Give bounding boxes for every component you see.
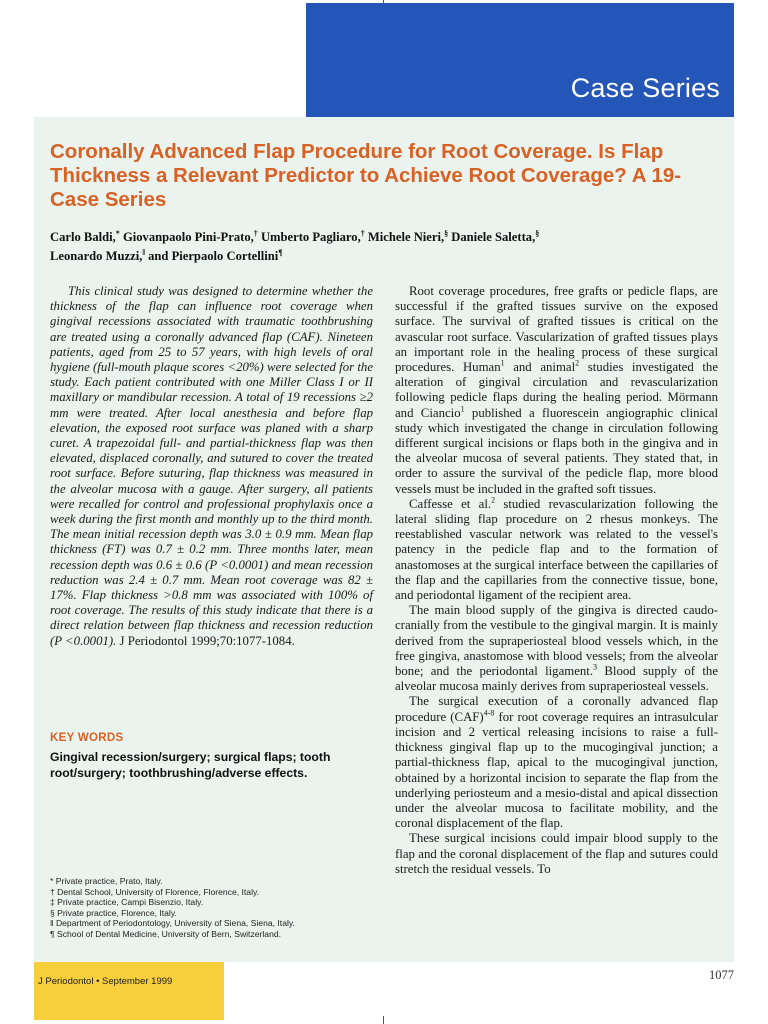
keywords-heading: KEY WORDS — [50, 732, 124, 744]
reference-mark: 4-8 — [483, 708, 495, 718]
author-name: Michele Nieri, — [367, 230, 445, 245]
author-name: Leonardo Muzzi, — [50, 249, 143, 264]
abstract — [50, 284, 373, 649]
body-text: Caffesse et al. — [409, 496, 492, 511]
author-list — [50, 226, 730, 264]
crop-mark-bottom — [383, 1016, 384, 1024]
body-paragraph — [395, 831, 718, 877]
footer-box — [34, 962, 224, 1020]
body-text: published a fluorescein angiographic clinical study which investigated the change in circulation following different surgical incisions or flaps both in the gingiva and in the alveolar mucosa of several patients. They stated that, in order to assure the survival of the pedicle flap, more blood vessels must be included in the grafted soft tissues. — [395, 405, 718, 496]
keywords: Gingival recession/surgery; surgical flaps; tooth root/surgery; toothbrushing/adverse effects. — [50, 750, 331, 780]
author-name: and Pierpaolo Cortellini — [148, 249, 279, 264]
body-text: The main blood supply of the gingiva is directed caudo-cranially from the vestibule to the gingival margin. It is mainly derived from the supraperiosteal blood vessels which, in the free gingiva, anastomose with blood vessels; from the alveolar bone; and the periodontal ligament. — [395, 603, 718, 679]
body-text: The surgical execution of a coronally advanced flap procedure (CAF) — [395, 694, 718, 724]
abstract-text: This clinical study was designed to determine whether the thickness of the flap can influence root coverage when gingival recessions associated with traumatic toothbrushing are treated using a coronally advanced flap (CAF). Nineteen patients, aged from 25 to 57 years, with high levels of oral hygiene (full-mouth plaque scores <20%) were selected for the study. Each patient contributed with one Miller Class I or II maxillary or mandibular recession. A total of 19 recessions ≥2 mm were treated. After local anesthesia and before flap elevation, the exposed root surface was planed with a sharp curet. A trapezoidal full- and partial-thickness flap was then elevated, displaced coronally, and sutured to cover the treated root surface. Before suturing, flap thickness was measured in the alveolar mucosa with a gauge. After surgery, all patients were recalled for control and professional prophylaxis once a week during the first month and monthly up to the third month. The mean initial recession depth was 3.0 ± 0.9 mm. Mean flap thickness (FT) was 0.7 ± 0.2 mm. Three months later, mean recession depth was 0.6 ± 0.6 (P <0.0001) and mean recession reduction was 2.4 ± 0.7 mm. Mean root coverage was 82 ± 17%. Flap thickness >0.8 mm was associated with 100% of root coverage. The results of this study indicate that there is a direct relation between flap thickness and recession reduction (P <0.0001). — [50, 284, 373, 648]
affiliation-item: † Dental School, University of Florence, Florence, Italy. — [50, 886, 260, 897]
reference-mark: 1 — [500, 358, 505, 368]
author-mark: † — [360, 229, 365, 238]
section-header-band — [306, 3, 734, 117]
affiliation-item: § Private practice, Florence, Italy. — [50, 907, 177, 918]
body-paragraph — [395, 603, 718, 694]
citation: J Periodontol 1999;70:1077-1084. — [119, 633, 295, 648]
reference-mark: 1 — [460, 404, 465, 414]
affiliation-item: ¶ School of Dental Medicine, University of Bern, Switzerland. — [50, 928, 282, 939]
section-label: Case Series — [570, 73, 720, 103]
body-text: These surgical incisions could impair blood supply to the flap and the coronal displacement of the flap and sutures could stretch the residual vessels. To — [395, 831, 718, 876]
author-mark: * — [115, 229, 120, 238]
body-text: for root coverage requires an intrasulcular incision and 2 vertical releasing incisions to raise a full-thickness gingival flap up to the mucogingival junction; a partial-thickness flap, apical to the mucogingival junction, obtained by a horizontal incision to separate the flap from the underlying periosteum and a mesio-distal and apical dissection under the alveolar mucosa to facilitate mobility, and the coronal displacement of the flap. — [395, 709, 718, 831]
author-name: Umberto Pagliaro, — [260, 230, 361, 245]
reference-mark: 2 — [575, 358, 580, 368]
author-mark: † — [253, 229, 258, 238]
body-paragraph — [395, 284, 718, 497]
author-mark: ¶ — [278, 248, 283, 258]
affiliation-list — [50, 876, 370, 940]
affiliation-item: ‡ Private practice, Campi Bisenzio, Italy. — [50, 897, 204, 908]
body-text: studied revascularization following the lateral sliding flap procedure on 2 rhesus monkeys. The reestablished vascular network was related to the vessel's patency in the pedicle flap and to the formation of anastomoses at the surgical interface between the capillaries of the flap and the capillaries from the connective tissue, bone, and periodontal ligament of the recipient area. — [395, 496, 718, 603]
body-text: Root coverage procedures, free grafts or pedicle flaps, are successful if the grafted tissues survive on the exposed surface. The survival of grafted tissues is critical on the avascular root surface. Vascularization of grafted tissues plays an important role in the healing process of these surgical procedures. Human — [395, 284, 718, 375]
article-title: Coronally Advanced Flap Procedure for Root Coverage. Is Flap Thickness a Relevant Predictor to Achieve Root Coverage? A 19-Case Series — [50, 140, 682, 211]
affiliation-item: * Private practice, Prato, Italy. — [50, 876, 163, 886]
reference-mark: 3 — [593, 662, 598, 672]
page-number: 1077 — [709, 968, 734, 982]
body-paragraph — [395, 694, 718, 831]
body-paragraph — [395, 497, 718, 603]
author-mark: ‖ — [142, 248, 145, 258]
author-mark: § — [535, 229, 540, 238]
author-name: Giovanpaolo Pini-Prato, — [122, 230, 254, 245]
author-mark: § — [444, 229, 449, 238]
affiliation-item: ‖ Department of Periodontology, University of Siena, Siena, Italy. — [50, 918, 295, 929]
body-text: and animal — [504, 360, 576, 375]
body-text: studies investigated the alteration of gingival circulation and revascularization following pedicle flaps during the healing period. Mörmann and Ciancio — [395, 360, 718, 420]
author-name: Daniele Saletta, — [451, 230, 536, 245]
author-name: Carlo Baldi, — [50, 230, 116, 245]
reference-mark: 2 — [491, 495, 496, 505]
body-text: Blood supply of the alveolar mucosa mainly derives from supraperiosteal vessels. — [395, 664, 718, 694]
journal-footer: J Periodontol • September 1999 — [38, 976, 173, 987]
body-column — [395, 284, 718, 877]
